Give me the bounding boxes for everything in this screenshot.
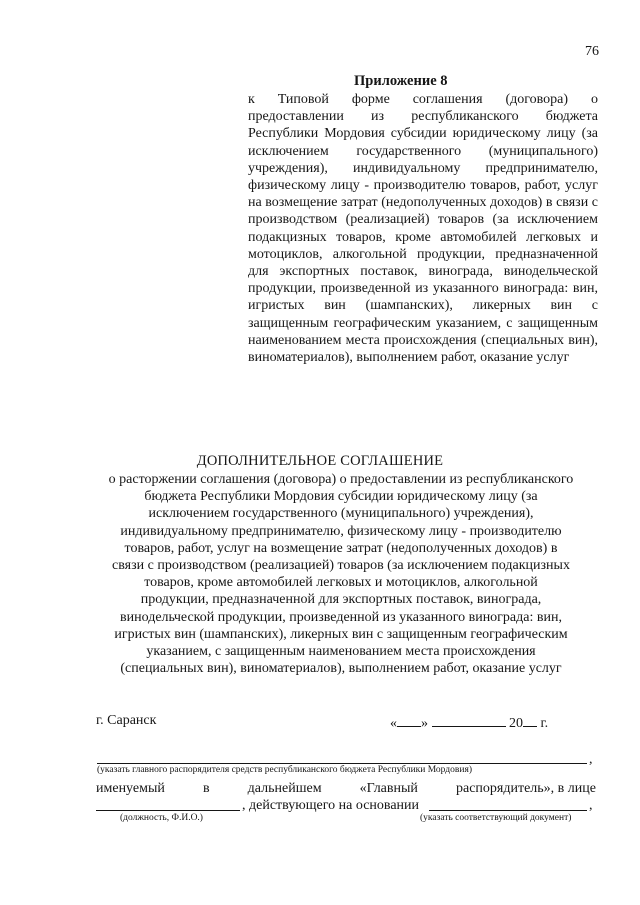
year-suffix: г.	[537, 716, 549, 731]
agreement-line: товаров, работ, услуг на возмещение затрат (недополученных доходов) в	[124, 540, 558, 556]
agreement-line: (специальных вин), виноматериалов), выполнением работ, оказание услуг	[120, 661, 562, 677]
position-name-hint: (должность, Ф.И.О.)	[120, 813, 203, 823]
agreement-title: ДОПОЛНИТЕЛЬНОЕ СОГЛАШЕНИЕ	[196, 453, 444, 469]
agreement-line: продукции, предназначенной для экспортных поставок, винограда,	[140, 592, 542, 608]
named-word: дальнейшем	[247, 781, 322, 796]
position-name-blank	[96, 810, 240, 811]
date-close-quote: »	[421, 716, 428, 731]
agreement-line: связи с производством (реализацией) товаров (за исключением подакцизных	[112, 558, 570, 574]
document-hint: (указать соответствующий документ)	[420, 813, 572, 823]
date-line	[390, 713, 548, 732]
main-manager-hint: (указать главного распорядителя средств республиканского бюджета Республики Мордовия)	[97, 765, 472, 775]
appendix-title: Приложение 8	[354, 73, 448, 89]
main-manager-blank	[97, 763, 587, 764]
day-blank	[397, 713, 421, 727]
appendix-text: к Типовой форме соглашения (договора) о предоставлении из республиканского бюджета Республики Мордовия субсидии юридическому лицу (за исключением государственного (муниципального) учреждения), индивидуальному предпринимателю, физическому лицу - производителю товаров, работ, услуг на возмещение затрат (недополученных доходов) в связи с производством (реализацией) товаров (за исключением подакцизных товаров, кроме автомобилей легковых и мотоциклов, алкогольной продукции, предназначенной для экспортных поставок, винограда, винодельческой продукции, произведенной из указанного винограда: вин, игристых вин (шампанских), ликерных вин с защищенным географическим указанием, с защищенным наименованием места происхождения (специальных вин), виноматериалов), выполнением работ, оказание услуг	[248, 92, 598, 366]
agreement-line: исключением государственного (муниципального) учреждения),	[148, 506, 534, 522]
comma: ,	[589, 752, 593, 767]
year-blank	[523, 713, 537, 727]
agreement-text	[86, 471, 596, 677]
agreement-line: игристых вин (шампанских), ликерных вин с защищенным географическим	[114, 626, 568, 642]
agreement-line: бюджета Республики Мордовия субсидии юридическому лицу (за	[144, 489, 538, 505]
agreement-line: товаров, кроме автомобилей легковых и мотоциклов, алкогольной	[144, 575, 538, 591]
year-prefix: 20	[509, 716, 523, 731]
acting-basis-text: , действующего на основании	[242, 798, 420, 813]
agreement-line: о расторжении соглашения (договора) о предоставлении из республиканского	[108, 472, 574, 487]
comma: ,	[589, 798, 593, 813]
city-label: г. Саранск	[96, 713, 157, 728]
named-word: в	[202, 781, 210, 796]
document-blank	[429, 810, 587, 811]
named-word: «Главный	[359, 781, 418, 796]
agreement-line: индивидуальному предпринимателю, физическому лицу - производителю	[120, 523, 562, 539]
page-number: 76	[585, 44, 599, 59]
date-open-quote: «	[390, 716, 397, 731]
named-word: распорядитель», в лице	[456, 781, 596, 796]
named-row	[96, 781, 596, 797]
agreement-line: указанием, с защищенным наименованием места происхождения	[146, 644, 536, 660]
agreement-line: винодельческой продукции, произведенной из указанного винограда: вин,	[120, 609, 562, 625]
named-word: именуемый	[96, 781, 165, 796]
month-blank	[432, 713, 506, 727]
